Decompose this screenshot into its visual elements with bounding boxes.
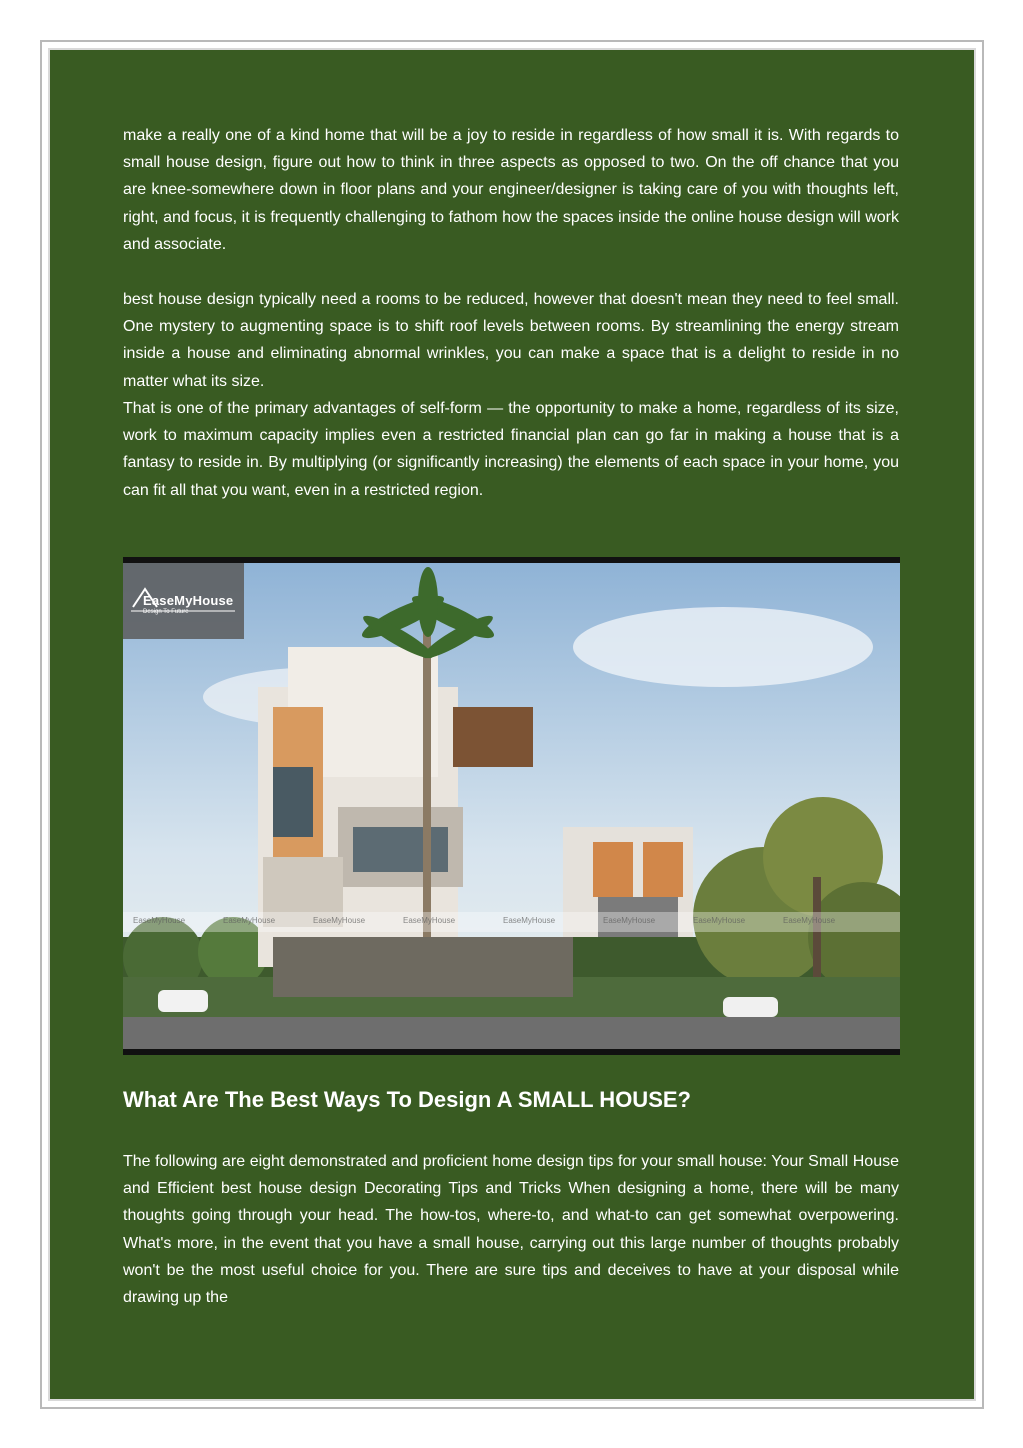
paragraph-best-house-design: best house design typically need a rooms to be reduced, however that doesn't mean they need to feel small. One mystery to augmenting space is to shift roof levels between rooms. By streamlining the energy stream inside a house and eliminating abnormal wrinkles, you can make a space that is a delight to reside in no matter what its size. (123, 291, 899, 390)
paragraph-intro: make a really one of a kind home that will be a joy to reside in regardless of how small it is. With regards to small house design, figure out how to think in three aspects as opposed to two. On the off chance that you are knee-somewhere down in floor plans and your engineer/designer is taking care of you with thoughts left, right, and focus, it is frequently challenging to fathom how the spaces inside the online house design will work and associate. (123, 127, 899, 253)
watermark-label: EaseMyHouse (693, 916, 746, 925)
watermark-label: EaseMyHouse (313, 916, 366, 925)
watermark-strip (123, 912, 900, 932)
watermark-label: EaseMyHouse (133, 916, 186, 925)
house-photo (123, 557, 900, 1055)
watermark-label: EaseMyHouse (603, 916, 656, 925)
paragraph-self-form: That is one of the primary advantages of self-form — the opportunity to make a home, regardless of its size, work to maximum capacity implies even a restricted financial plan can go far in making a house that is a fantasy to reside in. By multiplying (or significantly increasing) the elements of each space in your home, you can fit all that you want, even in a restricted region. (123, 400, 899, 499)
watermark-label: EaseMyHouse (403, 916, 456, 925)
logo-tagline: Design To Future (143, 609, 189, 615)
logo-name: EaseMyHouse (143, 593, 234, 608)
watermark-label: EaseMyHouse (783, 916, 836, 925)
paragraph-tips: The following are eight demonstrated and proficient home design tips for your small house: Your Small House and Efficient best house design Decorating Tips and Tricks When designing a home, there will be many thoughts going through your head. The how-tos, where-to, and what-to can get somewhat overpowering. What's more, in the event that you have a small house, carrying out this large number of thoughts probably won't be the most useful choice for you. There are sure tips and deceives to have at your disposal while drawing up the (123, 1153, 899, 1307)
brand-logo (123, 563, 244, 639)
watermark-label: EaseMyHouse (223, 916, 276, 925)
section-heading: What Are The Best Ways To Design A SMALL HOUSE? (123, 1087, 691, 1112)
watermark-label: EaseMyHouse (503, 916, 556, 925)
